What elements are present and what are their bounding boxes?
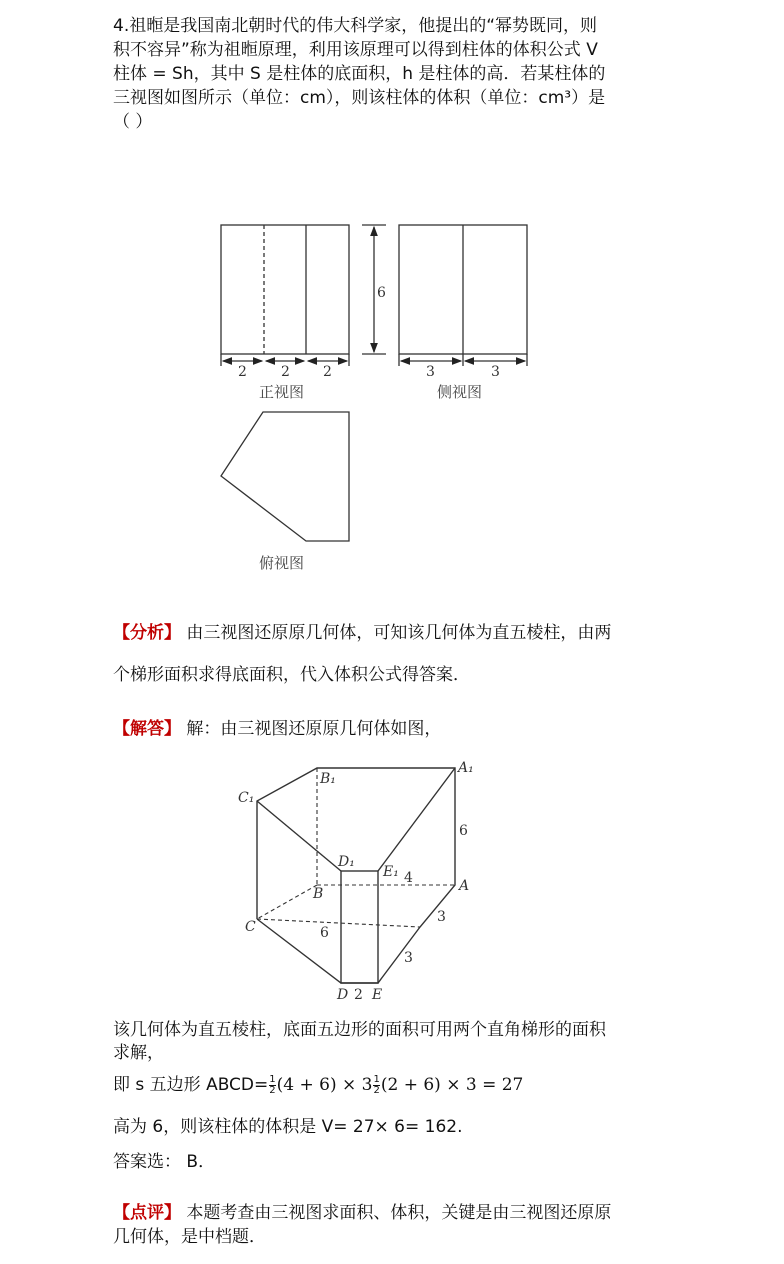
solution-label: 【解答】 [113, 719, 181, 739]
formula-part: (4 + 6) × 3 [276, 1075, 373, 1095]
solution-line [113, 717, 441, 741]
review-text: 几何体，是中档题． [113, 1227, 266, 1247]
question-line: 柱体 = Sh，其中 S 是柱体的底面积，h 是柱体的高．若某柱体的 [113, 64, 606, 84]
solid-figure [257, 768, 455, 983]
front-caption: 正视图 [259, 383, 305, 401]
analysis-line [113, 621, 611, 645]
question-line: （ ） [113, 112, 153, 132]
edge-label: 3 [404, 950, 413, 966]
edge-label: 4 [404, 870, 413, 886]
label-A1: A₁ [458, 760, 474, 776]
side-dim: 3 [491, 364, 500, 380]
height-dim: 6 [377, 285, 386, 301]
question-line: 积不容异”称为祖暅原理，利用该原理可以得到柱体的体积公式 V [113, 40, 598, 60]
side-caption: 侧视图 [437, 383, 483, 401]
fraction: $\frac{1}{2}$ [373, 1073, 380, 1096]
fraction: $\frac{1}{2}$ [269, 1073, 276, 1096]
question-line: 三视图如图所示（单位：cm），则该柱体的体积（单位：cm³）是 [113, 88, 606, 108]
side-dim: 3 [426, 364, 435, 380]
formula-part: (2 + 6) × 3 = 27 [380, 1075, 524, 1095]
top-view [221, 412, 349, 541]
front-dim: 2 [323, 364, 332, 380]
solution-intro: 解：由三视图还原原几何体如图， [186, 719, 442, 739]
edge-label: 6 [320, 925, 329, 941]
label-E1: E₁ [383, 864, 399, 880]
label-E: E [372, 987, 383, 1003]
review-line [113, 1201, 611, 1225]
area-formula [113, 1073, 523, 1097]
analysis-label: 【分析】 [113, 623, 181, 643]
side-view [399, 225, 527, 366]
formula-prefix: 即 s 五边形 ABCD= [113, 1075, 269, 1095]
label-B: B [313, 886, 324, 902]
review-label: 【点评】 [113, 1203, 181, 1223]
front-dim: 2 [238, 364, 247, 380]
label-D1: D₁ [338, 854, 355, 870]
solution-text: 求解， [113, 1043, 164, 1063]
edge-label: 3 [437, 909, 446, 925]
analysis-text: 个梯形面积求得底面积，代入体积公式得答案． [113, 665, 470, 685]
review-text: 本题考查由三视图求面积、体积，关键是由三视图还原原 [186, 1203, 612, 1223]
answer-line: 答案选： B． [113, 1152, 216, 1172]
edge-label: 2 [354, 987, 363, 1003]
label-D: D [337, 987, 349, 1003]
front-view [221, 225, 386, 366]
front-dim: 2 [281, 364, 290, 380]
question-line: 4.祖暅是我国南北朝时代的伟大科学家，他提出的“幂势既同，则 [113, 16, 598, 36]
analysis-text: 由三视图还原原几何体，可知该几何体为直五棱柱，由两 [186, 623, 612, 643]
edge-label: 6 [459, 823, 468, 839]
volume-line: 高为 6，则该柱体的体积是 V= 27× 6= 162. [113, 1117, 463, 1137]
label-B1: B₁ [320, 771, 336, 787]
label-A: A [459, 878, 470, 894]
top-caption: 俯视图 [259, 554, 305, 572]
solution-text: 该几何体为直五棱柱，底面五边形的面积可用两个直角梯形的面积 [113, 1020, 606, 1040]
label-C1: C₁ [238, 790, 255, 806]
label-C: C [245, 919, 256, 935]
